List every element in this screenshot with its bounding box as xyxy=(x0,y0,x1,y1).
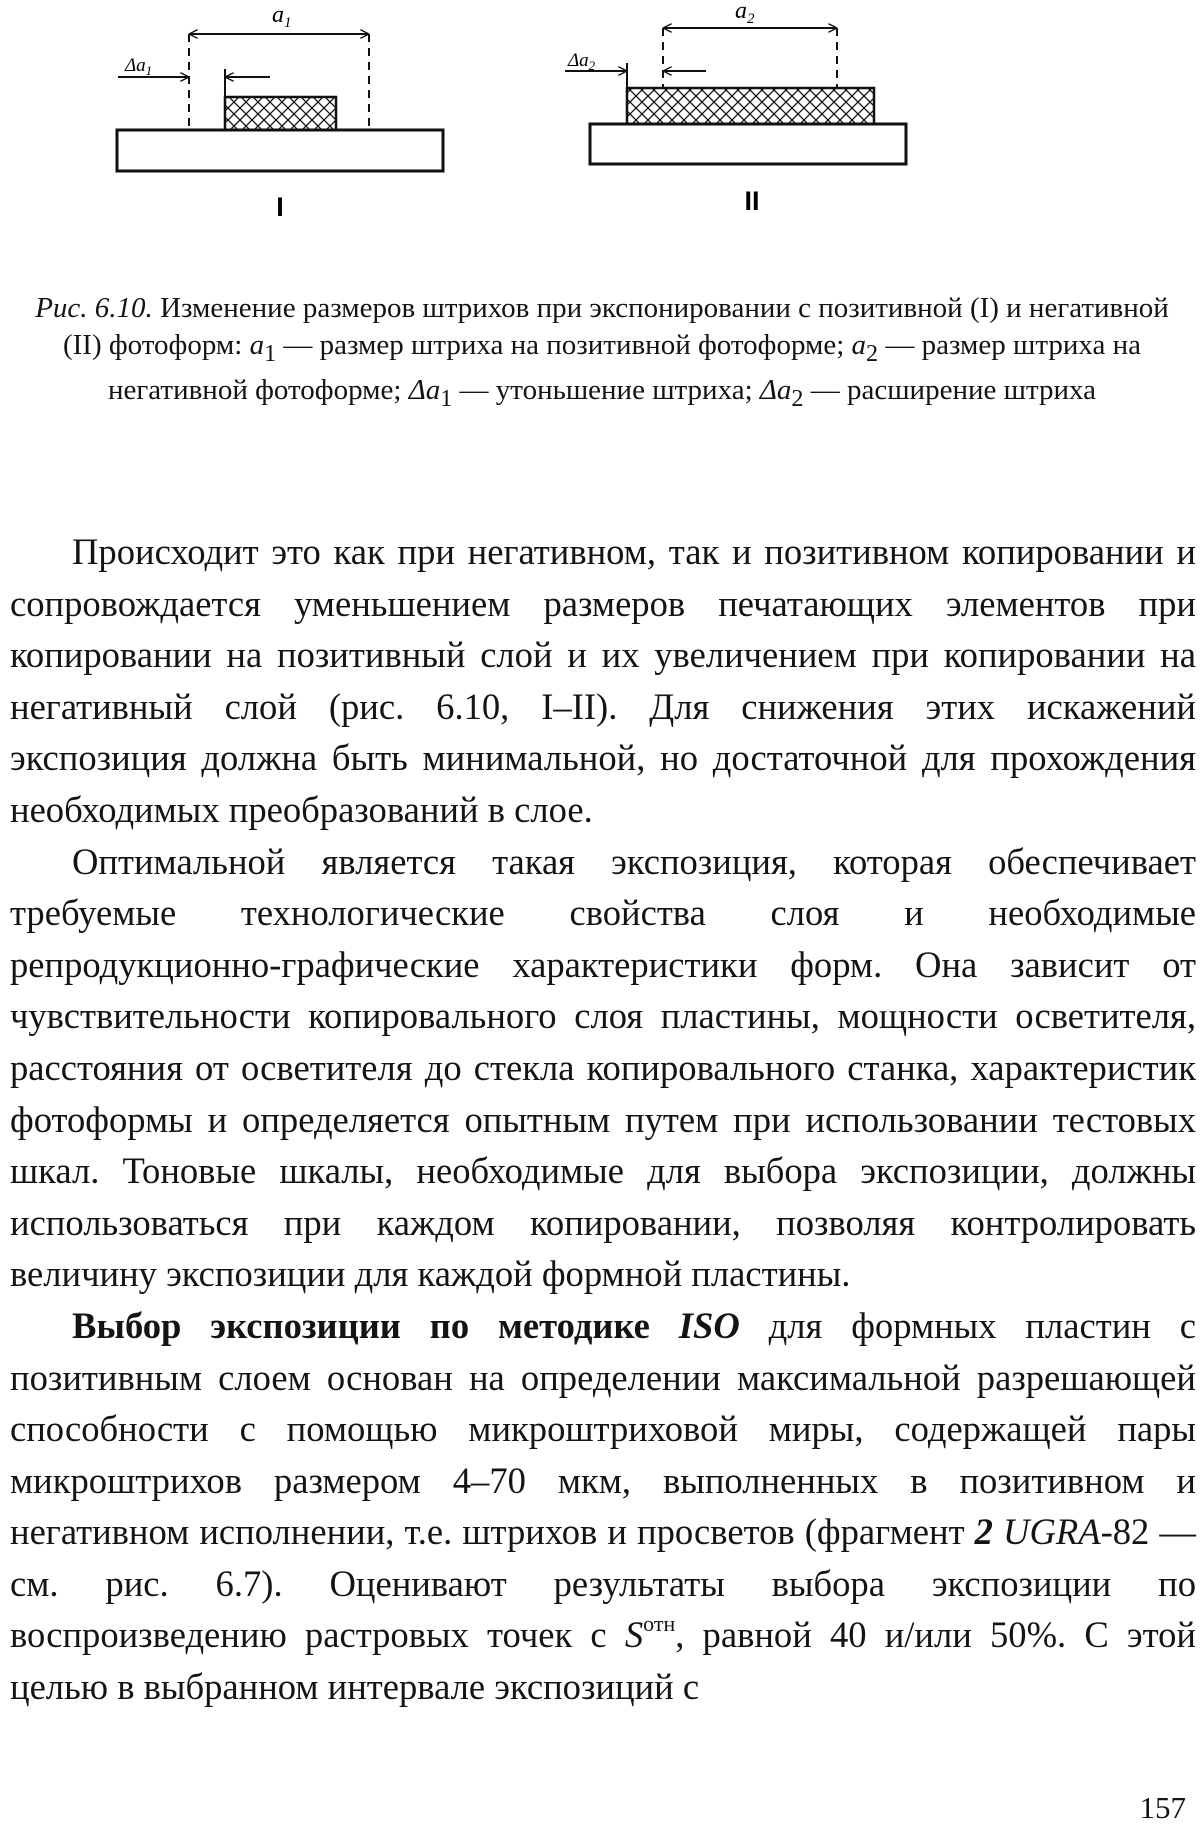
caption-text: Изменение размеров штрихов при экспонировании с позитивной (I) и негативной (II) фотоформ: xyxy=(62,292,1169,361)
s-variable: S xyxy=(624,1614,644,1656)
paragraph-text: , равной 40 и/или 50%. С этой целью в выбранном интервале экспозиций с xyxy=(10,1614,1196,1708)
caption-sub: 2 xyxy=(791,384,804,412)
dim-label-a2: $a_2$ xyxy=(735,0,755,27)
panel-2 xyxy=(565,0,906,216)
stroke-element-2 xyxy=(627,88,874,124)
substrate-2 xyxy=(590,124,906,164)
caption-var: a xyxy=(249,328,265,361)
delta-label-a2: $\Delta a_2$ xyxy=(568,50,596,73)
s-superscript: отн xyxy=(643,1611,676,1637)
paragraph-text: для формных пластин с позитивным слоем основан на определении максимальной разрешающей способности с помощью микроштриховой миры, содержащей пары микроштрихов размером 4–70 мкм, выполненных в позитивном и негативном исполнении, т.е. штрихов и просветов (фрагмент xyxy=(10,1304,1196,1553)
dim-label-a1: $a_1$ xyxy=(272,2,292,31)
paragraph: Происходит это как при негативном, так и позитивном копировании и сопровождается уменьшением размеров печатающих элементов при копировании на позитивный слой и их увеличением при копировании на негативный слой (рис. 6.10, I–II). Для снижения этих искажений экспозиция должна быть минимальной, но достаточной для прохождения необходимых преобразований в слое. xyxy=(10,531,1196,830)
caption-text: — размер штриха на позитивной фотоформе; xyxy=(276,328,852,361)
caption-sub: 1 xyxy=(264,339,277,367)
caption-var: Δa xyxy=(408,373,441,406)
fragment-number: 2 xyxy=(974,1511,993,1553)
caption-sub: 2 xyxy=(866,339,879,367)
fragment-name: UGRA xyxy=(1003,1511,1101,1553)
caption-var: a xyxy=(851,328,867,361)
bold-italic-term: ISO xyxy=(678,1304,740,1346)
figure-diagram xyxy=(0,0,1204,280)
figure-caption xyxy=(20,290,1184,417)
roman-label-2: II xyxy=(744,186,760,216)
body-text xyxy=(10,526,1196,1713)
roman-label-1: I xyxy=(276,192,284,222)
caption-text: — утоньшение штриха; xyxy=(452,373,760,406)
figure-6-10 xyxy=(0,0,1204,280)
caption-text: — размер штриха на негативной фотоформе; xyxy=(108,328,1142,406)
paragraph: Оптимальной является такая экспозиция, которая обеспечивает требуемые технологические свойства слоя и необходимые репродукционно-графические характеристики форм. Она зависит от чувствительности копировального слоя пластины, мощности осветителя, расстояния от осветителя до стекла копировального станка, характеристик фотоформы и определяется опытным путем при использовании тестовых шкал. Тоновые шкалы, необходимые для выбора экспозиции, должны использоваться при каждом копировании, позволяя контролировать величину экспозиции для каждой формной пластины. xyxy=(10,840,1196,1295)
caption-var: Δa xyxy=(759,373,792,406)
caption-text: — расширение штриха xyxy=(803,373,1096,406)
bold-lead: Выбор экспозиции по методике xyxy=(72,1304,679,1346)
caption-sub: 1 xyxy=(440,384,453,412)
caption-label: Рис. 6.10. xyxy=(35,292,153,324)
paragraph-text: -82 — см. рис. 6.7). Оценивают результаты выбора экспозиции по воспроизведению растровых точек с xyxy=(10,1511,1196,1656)
delta-label-a1: $\Delta a_1$ xyxy=(125,55,153,78)
paragraph xyxy=(10,1300,1196,1713)
substrate-1 xyxy=(117,130,443,171)
page-number: 157 xyxy=(1139,1790,1186,1825)
stroke-element-1 xyxy=(225,97,336,130)
panel-1 xyxy=(117,2,443,222)
